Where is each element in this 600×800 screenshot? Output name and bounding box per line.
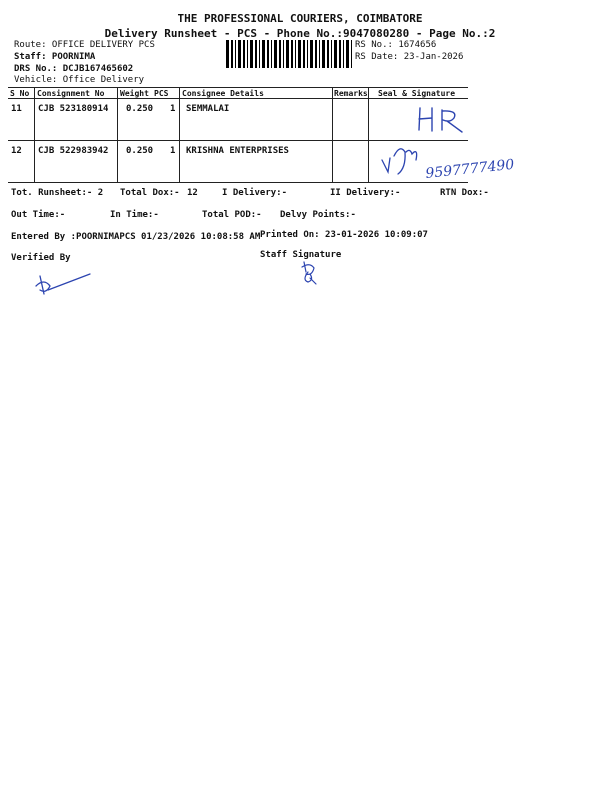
in-time-label: In Time:-: [110, 210, 159, 220]
row-weight: 0.250: [126, 104, 154, 114]
i-delivery-label: I Delivery:-: [222, 188, 288, 198]
runsheet-title: Delivery Runsheet - PCS - Phone No.:9047080280 - Page No.:2: [104, 27, 496, 40]
row-sno: 11: [11, 104, 22, 114]
rs-number: RS No.: 1674656: [355, 40, 437, 50]
row-weight: 0.250: [126, 146, 154, 156]
vehicle-label: Vehicle: Office Delivery: [14, 75, 145, 85]
row-pcs: 1: [170, 104, 176, 114]
col-header-sno: S No: [10, 89, 30, 98]
barcode-image: [226, 40, 352, 68]
route-label: Route: OFFICE DELIVERY PCS: [14, 40, 155, 50]
drs-number: DRS No.: DCJB167465602: [14, 64, 134, 74]
staff-signature-label: Staff Signature: [260, 250, 342, 260]
staff-label: Staff: POORNIMA: [14, 52, 96, 62]
row-sno: 12: [11, 146, 22, 156]
row-consignment: CJB 523180914: [38, 104, 109, 114]
col-header-remarks: Remarks: [334, 89, 368, 98]
rs-date: RS Date: 23-Jan-2026: [355, 52, 464, 62]
rtn-dox-label: RTN Dox:-: [440, 188, 489, 198]
recipient-signature-2: [370, 138, 516, 184]
row-consignee: SEMMALAI: [186, 104, 230, 114]
row-consignee: KRISHNA ENTERPRISES: [186, 146, 289, 156]
entered-by: Entered By :POORNIMAPCS 01/23/2026 10:08:58 AM: [11, 232, 261, 242]
total-dox-value: 12: [187, 188, 198, 198]
delvy-points-label: Delvy Points:-: [280, 210, 356, 220]
tot-runsheet: Tot. Runsheet:- 2: [11, 188, 104, 198]
ii-delivery-label: II Delivery:-: [330, 188, 401, 198]
staff-signature: [296, 258, 326, 286]
printed-on: Printed On: 23-01-2026 10:09:07: [260, 230, 428, 240]
col-header-consignee: Consignee Details: [182, 89, 264, 98]
recipient-signature-phone: 9597777490: [424, 156, 516, 182]
recipient-signature-1: [410, 104, 470, 134]
company-name: THE PROFESSIONAL COURIERS, COIMBATORE: [177, 12, 423, 25]
col-header-consignment: Consignment No: [37, 89, 105, 98]
col-header-pcs: PCS: [154, 89, 169, 98]
total-dox-label: Total Dox:-: [120, 188, 180, 198]
col-header-weight: Weight: [120, 89, 149, 98]
total-pod-label: Total POD:-: [202, 210, 262, 220]
verified-by-label: Verified By: [11, 253, 71, 263]
out-time-label: Out Time:-: [11, 210, 66, 220]
col-header-seal: Seal & Signature: [378, 89, 456, 98]
row-consignment: CJB 522983942: [38, 146, 109, 156]
verifier-signature: [30, 268, 100, 300]
row-pcs: 1: [170, 146, 176, 156]
